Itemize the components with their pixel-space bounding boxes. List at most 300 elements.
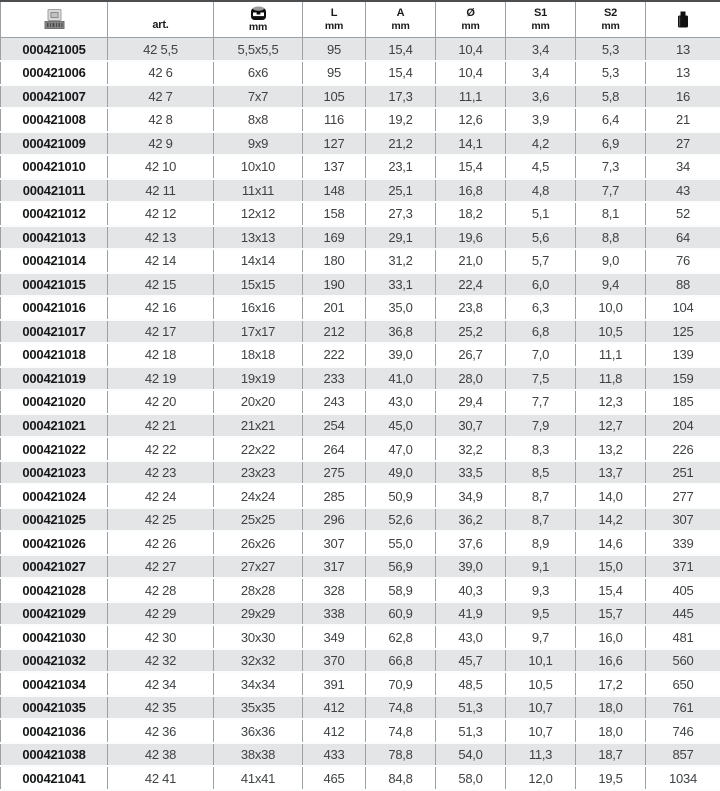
cell-diameter: 48,5: [436, 672, 506, 696]
cell-a_dim: 29,1: [366, 226, 436, 250]
cell-length: 212: [303, 320, 366, 344]
cell-s2: 9,4: [576, 273, 646, 297]
table-row: [1, 367, 720, 391]
cell-ean: 000421012: [1, 202, 108, 226]
cell-ean: 000421032: [1, 649, 108, 673]
cell-ean: 000421007: [1, 85, 108, 109]
cell-diameter: 25,2: [436, 320, 506, 344]
cell-weight: 27: [646, 132, 720, 156]
cell-a_dim: 41,0: [366, 367, 436, 391]
cell-diameter: 18,2: [436, 202, 506, 226]
cell-diameter: 51,3: [436, 719, 506, 743]
cell-art: 42 27: [108, 555, 214, 579]
cell-ean: 000421018: [1, 343, 108, 367]
cell-weight: 560: [646, 649, 720, 673]
cell-weight: 13: [646, 61, 720, 85]
cell-s1: 8,7: [506, 484, 576, 508]
cell-s2: 15,4: [576, 578, 646, 602]
cell-a_dim: 58,9: [366, 578, 436, 602]
cell-size: 18x18: [214, 343, 303, 367]
cell-s2: 5,3: [576, 38, 646, 62]
column-label: S1: [533, 7, 548, 20]
cell-length: 338: [303, 602, 366, 626]
cell-s2: 18,7: [576, 743, 646, 767]
cell-ean: 000421027: [1, 555, 108, 579]
table-row: [1, 602, 720, 626]
cell-size: 22x22: [214, 437, 303, 461]
cell-a_dim: 47,0: [366, 437, 436, 461]
cell-s2: 10,0: [576, 296, 646, 320]
table-row: [1, 343, 720, 367]
cell-a_dim: 17,3: [366, 85, 436, 109]
column-unit: mm: [391, 19, 410, 32]
cell-art: 42 13: [108, 226, 214, 250]
cell-length: 233: [303, 367, 366, 391]
cell-weight: 746: [646, 719, 720, 743]
cell-size: 30x30: [214, 625, 303, 649]
cell-a_dim: 55,0: [366, 531, 436, 555]
cell-length: 264: [303, 437, 366, 461]
cell-art: 42 9: [108, 132, 214, 156]
cell-ean: 000421022: [1, 437, 108, 461]
cell-art: 42 25: [108, 508, 214, 532]
cell-art: 42 16: [108, 296, 214, 320]
cell-weight: 88: [646, 273, 720, 297]
cell-s1: 3,4: [506, 61, 576, 85]
cell-a_dim: 43,0: [366, 390, 436, 414]
cell-s1: 9,5: [506, 602, 576, 626]
cell-s1: 9,1: [506, 555, 576, 579]
table-row: [1, 766, 720, 790]
cell-diameter: 32,2: [436, 437, 506, 461]
cell-ean: 000421014: [1, 249, 108, 273]
cell-art: 42 41: [108, 766, 214, 790]
table-row: [1, 61, 720, 85]
column-unit: mm: [601, 19, 620, 32]
cell-diameter: 16,8: [436, 179, 506, 203]
socket-icon: [250, 6, 267, 21]
cell-size: 26x26: [214, 531, 303, 555]
cell-size: 38x38: [214, 743, 303, 767]
cell-art: 42 20: [108, 390, 214, 414]
cell-s2: 11,8: [576, 367, 646, 391]
cell-length: 127: [303, 132, 366, 156]
cell-a_dim: 84,8: [366, 766, 436, 790]
cell-s2: 7,7: [576, 179, 646, 203]
table-row: [1, 249, 720, 273]
cell-art: 42 34: [108, 672, 214, 696]
cell-size: 36x36: [214, 719, 303, 743]
table-row: [1, 179, 720, 203]
cell-ean: 000421019: [1, 367, 108, 391]
cell-s2: 10,5: [576, 320, 646, 344]
cell-size: 10x10: [214, 155, 303, 179]
table-row: [1, 320, 720, 344]
cell-weight: 857: [646, 743, 720, 767]
table-row: [1, 202, 720, 226]
cell-art: 42 12: [108, 202, 214, 226]
cell-art: 42 10: [108, 155, 214, 179]
cell-s2: 14,0: [576, 484, 646, 508]
column-header-s2: [576, 1, 646, 38]
cell-length: 158: [303, 202, 366, 226]
cell-a_dim: 56,9: [366, 555, 436, 579]
cell-art: 42 7: [108, 85, 214, 109]
cell-art: 42 22: [108, 437, 214, 461]
cell-size: 8x8: [214, 108, 303, 132]
table-row: [1, 696, 720, 720]
cell-weight: 21: [646, 108, 720, 132]
cell-length: 105: [303, 85, 366, 109]
cell-size: 13x13: [214, 226, 303, 250]
cell-weight: 64: [646, 226, 720, 250]
cell-s1: 6,3: [506, 296, 576, 320]
cell-s1: 12,0: [506, 766, 576, 790]
cell-a_dim: 78,8: [366, 743, 436, 767]
cell-ean: 000421010: [1, 155, 108, 179]
cell-ean: 000421030: [1, 625, 108, 649]
cell-ean: 000421035: [1, 696, 108, 720]
cell-s2: 6,9: [576, 132, 646, 156]
cell-a_dim: 60,9: [366, 602, 436, 626]
cell-ean: 000421023: [1, 461, 108, 485]
cell-diameter: 54,0: [436, 743, 506, 767]
cell-ean: 000421034: [1, 672, 108, 696]
cell-s2: 8,8: [576, 226, 646, 250]
cell-s1: 6,0: [506, 273, 576, 297]
cell-diameter: 51,3: [436, 696, 506, 720]
table-row: [1, 625, 720, 649]
cell-s1: 4,8: [506, 179, 576, 203]
cell-art: 42 15: [108, 273, 214, 297]
cell-a_dim: 27,3: [366, 202, 436, 226]
cell-length: 285: [303, 484, 366, 508]
column-header-weight: [646, 1, 720, 38]
cell-s2: 18,0: [576, 696, 646, 720]
table-row: [1, 672, 720, 696]
table-row: [1, 461, 720, 485]
cell-ean: 000421020: [1, 390, 108, 414]
cell-a_dim: 36,8: [366, 320, 436, 344]
cell-weight: 13: [646, 38, 720, 62]
cell-s2: 14,2: [576, 508, 646, 532]
cell-weight: 139: [646, 343, 720, 367]
table-row: [1, 531, 720, 555]
column-label: art.: [152, 19, 169, 32]
cell-diameter: 21,0: [436, 249, 506, 273]
cell-length: 433: [303, 743, 366, 767]
cell-s2: 8,1: [576, 202, 646, 226]
cell-art: 42 23: [108, 461, 214, 485]
cell-ean: 000421038: [1, 743, 108, 767]
cell-length: 222: [303, 343, 366, 367]
cell-a_dim: 21,2: [366, 132, 436, 156]
cell-diameter: 28,0: [436, 367, 506, 391]
cell-a_dim: 49,0: [366, 461, 436, 485]
cell-size: 17x17: [214, 320, 303, 344]
cell-art: 42 28: [108, 578, 214, 602]
cell-weight: 405: [646, 578, 720, 602]
table-row: [1, 719, 720, 743]
cell-diameter: 40,3: [436, 578, 506, 602]
cell-diameter: 33,5: [436, 461, 506, 485]
cell-ean: 000421017: [1, 320, 108, 344]
cell-ean: 000421011: [1, 179, 108, 203]
cell-size: 27x27: [214, 555, 303, 579]
cell-a_dim: 39,0: [366, 343, 436, 367]
cell-diameter: 23,8: [436, 296, 506, 320]
cell-ean: 000421026: [1, 531, 108, 555]
cell-size: 29x29: [214, 602, 303, 626]
column-unit: mm: [461, 19, 480, 32]
column-label: L: [330, 7, 338, 20]
cell-size: 11x11: [214, 179, 303, 203]
cell-diameter: 19,6: [436, 226, 506, 250]
cell-s1: 10,7: [506, 696, 576, 720]
cell-art: 42 5,5: [108, 38, 214, 62]
cell-s2: 11,1: [576, 343, 646, 367]
cell-length: 137: [303, 155, 366, 179]
cell-art: 42 30: [108, 625, 214, 649]
cell-s1: 11,3: [506, 743, 576, 767]
cell-a_dim: 74,8: [366, 696, 436, 720]
cell-ean: 000421021: [1, 414, 108, 438]
table-row: [1, 226, 720, 250]
cell-art: 42 6: [108, 61, 214, 85]
cell-diameter: 12,6: [436, 108, 506, 132]
cell-diameter: 45,7: [436, 649, 506, 673]
cell-diameter: 34,9: [436, 484, 506, 508]
cell-diameter: 22,4: [436, 273, 506, 297]
table-row: [1, 578, 720, 602]
cell-diameter: 10,4: [436, 61, 506, 85]
table-row: [1, 85, 720, 109]
cell-diameter: 41,9: [436, 602, 506, 626]
cell-length: 169: [303, 226, 366, 250]
cell-s1: 3,9: [506, 108, 576, 132]
cell-size: 9x9: [214, 132, 303, 156]
cell-weight: 1034: [646, 766, 720, 790]
cell-ean: 000421025: [1, 508, 108, 532]
cell-a_dim: 66,8: [366, 649, 436, 673]
cell-weight: 277: [646, 484, 720, 508]
cell-s2: 12,3: [576, 390, 646, 414]
cell-diameter: 30,7: [436, 414, 506, 438]
cell-weight: 307: [646, 508, 720, 532]
column-header-s1: [506, 1, 576, 38]
cell-weight: 251: [646, 461, 720, 485]
cell-s1: 4,2: [506, 132, 576, 156]
cell-ean: 000421029: [1, 602, 108, 626]
cell-weight: 761: [646, 696, 720, 720]
cell-weight: 650: [646, 672, 720, 696]
cell-s1: 9,3: [506, 578, 576, 602]
cell-art: 42 38: [108, 743, 214, 767]
cell-length: 116: [303, 108, 366, 132]
cell-s1: 6,8: [506, 320, 576, 344]
cell-art: 42 17: [108, 320, 214, 344]
cell-s1: 10,1: [506, 649, 576, 673]
table-row: [1, 414, 720, 438]
column-header-ean: [1, 1, 108, 38]
cell-ean: 000421016: [1, 296, 108, 320]
cell-s2: 17,2: [576, 672, 646, 696]
cell-s1: 9,7: [506, 625, 576, 649]
cell-ean: 000421008: [1, 108, 108, 132]
column-header-length: [303, 1, 366, 38]
cell-diameter: 15,4: [436, 155, 506, 179]
cell-diameter: 43,0: [436, 625, 506, 649]
cell-s1: 3,6: [506, 85, 576, 109]
column-label: A: [396, 7, 405, 20]
table-header: [1, 1, 720, 38]
cell-s1: 7,0: [506, 343, 576, 367]
cell-s2: 7,3: [576, 155, 646, 179]
cell-art: 42 24: [108, 484, 214, 508]
column-unit: mm: [248, 20, 268, 33]
cell-s1: 10,5: [506, 672, 576, 696]
cell-length: 148: [303, 179, 366, 203]
cell-ean: 000421005: [1, 38, 108, 62]
cell-a_dim: 23,1: [366, 155, 436, 179]
table-row: [1, 273, 720, 297]
cell-art: 42 21: [108, 414, 214, 438]
cell-art: 42 8: [108, 108, 214, 132]
cell-s1: 8,7: [506, 508, 576, 532]
table-row: [1, 555, 720, 579]
barcode-label-icon: [41, 9, 68, 30]
cell-size: 23x23: [214, 461, 303, 485]
cell-art: 42 11: [108, 179, 214, 203]
cell-diameter: 11,1: [436, 85, 506, 109]
cell-s1: 5,1: [506, 202, 576, 226]
cell-diameter: 29,4: [436, 390, 506, 414]
cell-s2: 15,7: [576, 602, 646, 626]
cell-weight: 371: [646, 555, 720, 579]
cell-length: 349: [303, 625, 366, 649]
table-row: [1, 296, 720, 320]
cell-length: 95: [303, 61, 366, 85]
cell-weight: 481: [646, 625, 720, 649]
cell-a_dim: 15,4: [366, 38, 436, 62]
cell-size: 12x12: [214, 202, 303, 226]
cell-ean: 000421036: [1, 719, 108, 743]
cell-a_dim: 35,0: [366, 296, 436, 320]
cell-weight: 52: [646, 202, 720, 226]
table-row: [1, 437, 720, 461]
cell-s2: 13,2: [576, 437, 646, 461]
cell-s1: 7,7: [506, 390, 576, 414]
cell-s1: 5,6: [506, 226, 576, 250]
cell-diameter: 37,6: [436, 531, 506, 555]
cell-art: 42 14: [108, 249, 214, 273]
cell-size: 6x6: [214, 61, 303, 85]
cell-ean: 000421028: [1, 578, 108, 602]
cell-art: 42 29: [108, 602, 214, 626]
table-row: [1, 743, 720, 767]
cell-size: 20x20: [214, 390, 303, 414]
table-row: [1, 484, 720, 508]
cell-weight: 339: [646, 531, 720, 555]
cell-size: 15x15: [214, 273, 303, 297]
cell-a_dim: 62,8: [366, 625, 436, 649]
cell-s2: 16,6: [576, 649, 646, 673]
cell-s2: 15,0: [576, 555, 646, 579]
cell-s1: 8,5: [506, 461, 576, 485]
cell-weight: 104: [646, 296, 720, 320]
cell-s1: 3,4: [506, 38, 576, 62]
table-row: [1, 155, 720, 179]
cell-a_dim: 45,0: [366, 414, 436, 438]
cell-diameter: 14,1: [436, 132, 506, 156]
cell-size: 7x7: [214, 85, 303, 109]
table-row: [1, 390, 720, 414]
cell-diameter: 58,0: [436, 766, 506, 790]
column-header-a: [366, 1, 436, 38]
column-unit: mm: [324, 19, 344, 32]
cell-ean: 000421009: [1, 132, 108, 156]
cell-a_dim: 74,8: [366, 719, 436, 743]
cell-s2: 13,7: [576, 461, 646, 485]
cell-art: 42 36: [108, 719, 214, 743]
cell-size: 25x25: [214, 508, 303, 532]
table-row: [1, 132, 720, 156]
cell-size: 14x14: [214, 249, 303, 273]
cell-weight: 226: [646, 437, 720, 461]
cell-size: 35x35: [214, 696, 303, 720]
cell-size: 16x16: [214, 296, 303, 320]
cell-length: 317: [303, 555, 366, 579]
cell-weight: 204: [646, 414, 720, 438]
cell-a_dim: 70,9: [366, 672, 436, 696]
cell-s1: 4,5: [506, 155, 576, 179]
cell-weight: 16: [646, 85, 720, 109]
cell-length: 370: [303, 649, 366, 673]
cell-size: 19x19: [214, 367, 303, 391]
cell-s1: 10,7: [506, 719, 576, 743]
cell-a_dim: 33,1: [366, 273, 436, 297]
cell-a_dim: 31,2: [366, 249, 436, 273]
cell-art: 42 19: [108, 367, 214, 391]
cell-a_dim: 52,6: [366, 508, 436, 532]
cell-ean: 000421006: [1, 61, 108, 85]
cell-length: 190: [303, 273, 366, 297]
table-row: [1, 38, 720, 62]
cell-weight: 43: [646, 179, 720, 203]
cell-size: 41x41: [214, 766, 303, 790]
cell-size: 28x28: [214, 578, 303, 602]
cell-s2: 12,7: [576, 414, 646, 438]
table-body: [1, 38, 720, 791]
cell-length: 307: [303, 531, 366, 555]
cell-art: 42 26: [108, 531, 214, 555]
cell-size: 24x24: [214, 484, 303, 508]
column-header-size: [214, 1, 303, 38]
column-unit: mm: [531, 19, 550, 32]
cell-diameter: 39,0: [436, 555, 506, 579]
cell-s2: 14,6: [576, 531, 646, 555]
cell-a_dim: 19,2: [366, 108, 436, 132]
cell-weight: 159: [646, 367, 720, 391]
table-row: [1, 508, 720, 532]
cell-a_dim: 15,4: [366, 61, 436, 85]
cell-length: 275: [303, 461, 366, 485]
cell-size: 32x32: [214, 649, 303, 673]
cell-weight: 76: [646, 249, 720, 273]
cell-ean: 000421024: [1, 484, 108, 508]
cell-s2: 6,4: [576, 108, 646, 132]
cell-weight: 445: [646, 602, 720, 626]
